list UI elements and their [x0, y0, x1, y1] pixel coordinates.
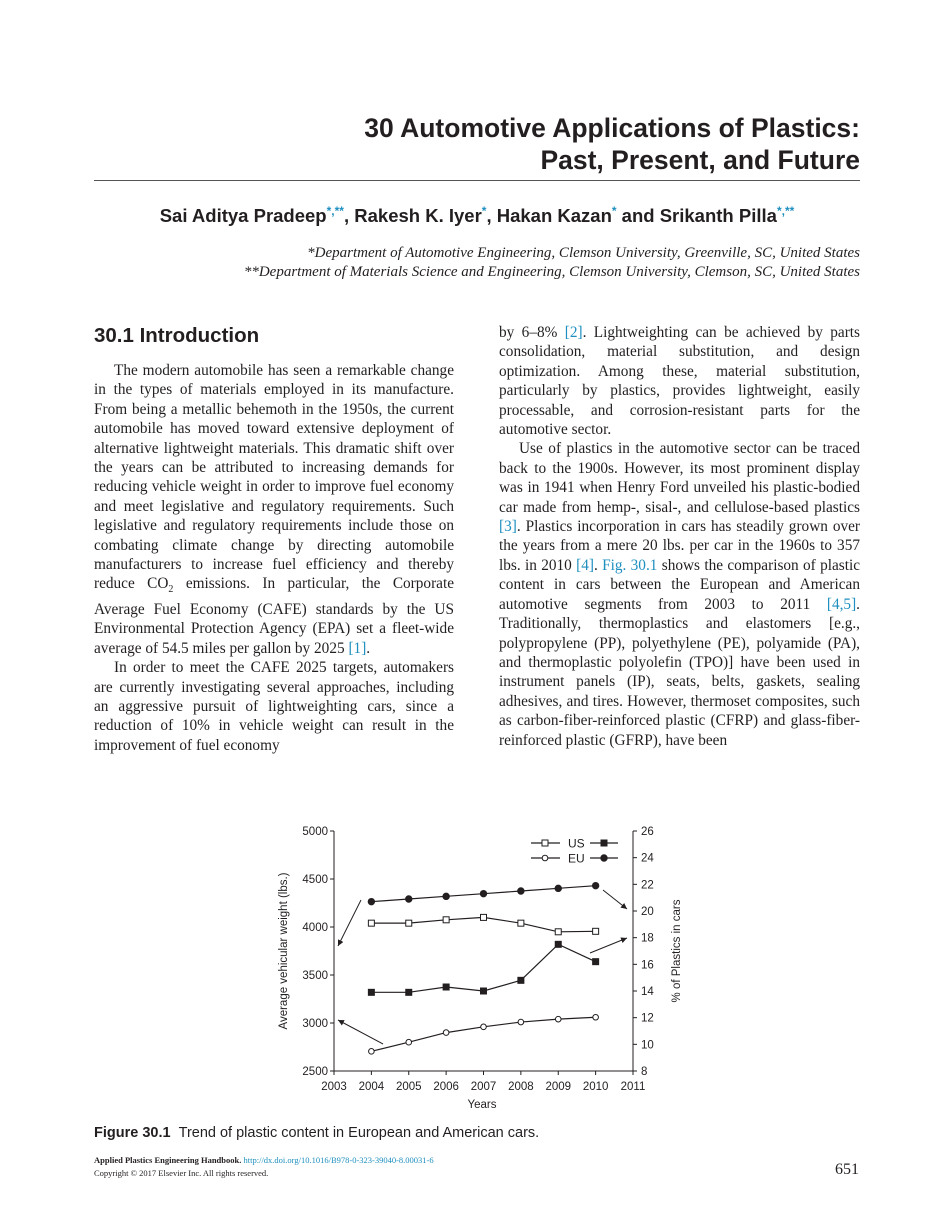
legend-marker: [601, 855, 607, 861]
legend-label: US: [568, 836, 585, 851]
data-point: [368, 898, 374, 904]
data-point: [555, 885, 561, 891]
data-point: [368, 920, 374, 926]
figure-link[interactable]: Fig. 30.1: [602, 556, 658, 574]
citation-link[interactable]: [4,5]: [826, 595, 857, 613]
text-run: Use of plastics in the automotive sector can be traced back to the 1900s. However, its most prominent display was in 1941 when Henry Ford unveiled his plastic-bodied car made from hemp-, sisal-, and cellulose-based plastics: [499, 440, 860, 516]
chapter-title-line-2: Past, Present, and Future: [540, 145, 860, 175]
text-run: The modern automobile has seen a remarkable change in the types of materials employed in its manufacture. From being a metallic behemoth in the 1950s, the current automobile has moved toward extensive deployment of alternative lightweight materials. This dramatic shift over the years can be attributed to increasing demands for reducing vehicle weight in order to improve fuel economy and meet legislative and regulatory requirements. Such legislative and regulatory requirements include those on combating climate change by directing automobile manufacturers to increase fuel efficiency and thereby reduce CO: [94, 362, 454, 593]
x-tick-label: 2003: [321, 1081, 347, 1093]
data-point: [481, 914, 487, 920]
x-tick-label: 2011: [620, 1081, 646, 1093]
author-affiliation-mark: *,**: [326, 203, 344, 218]
citation-link[interactable]: [3]: [499, 518, 517, 536]
figure-caption: [94, 1125, 539, 1141]
data-point: [481, 988, 487, 994]
data-point: [443, 1030, 449, 1036]
y-axis-label: Average vehicular weight (lbs.): [278, 872, 290, 1030]
secondary-y-tick-label: 8: [641, 1066, 648, 1078]
data-point: [555, 941, 561, 947]
y-tick-label: 4500: [302, 874, 328, 886]
secondary-y-tick-label: 14: [641, 986, 654, 998]
data-point: [481, 1024, 487, 1030]
text-run: . Lightweighting can be achieved by parts consolidation, material substitution, and design optimization. Among these, material substitution, particularly by plastics, provides lightweight, easily processable, and corrosion-resistant parts for the automotive sector.: [499, 324, 860, 439]
author-separator: ,: [486, 205, 497, 226]
subscript: 2: [168, 584, 174, 596]
secondary-y-axis-label: % of Plastics in cars: [671, 899, 683, 1003]
x-axis-label: Years: [467, 1099, 497, 1111]
data-point: [593, 1014, 599, 1020]
y-tick-label: 3000: [302, 1018, 328, 1030]
book-title: Applied Plastics Engineering Handbook.: [94, 1155, 242, 1165]
data-point: [443, 893, 449, 899]
secondary-y-tick-label: 12: [641, 1012, 654, 1025]
data-point: [593, 959, 599, 965]
data-point: [593, 928, 599, 934]
x-tick-label: 2007: [470, 1081, 497, 1093]
text-run: . Plastics incorporation in cars has steadily grown over the years from a mere 20 lbs. per car in the 1960s to 357 lbs. in 2010: [499, 518, 860, 574]
text-run: by 6–8%: [499, 324, 565, 341]
data-point: [518, 1019, 524, 1025]
author-name: Sai Aditya Pradeep: [159, 205, 327, 226]
x-tick-label: 2010: [582, 1081, 609, 1093]
x-tick-label: 2009: [545, 1081, 572, 1093]
author-affiliation-mark: *,**: [776, 203, 795, 218]
affiliation-1: *Department of Automotive Engineering, Clemson University, Greenville, SC, United States: [307, 245, 860, 261]
author-affiliation-mark: *: [481, 203, 487, 218]
data-point: [518, 977, 524, 983]
footer-citation: [94, 1155, 434, 1165]
text-run: . Traditionally, thermoplastics and elastomers [e.g., polypropylene (PP), polyethylene (PE), polyamide (PA), and thermoplastic polyolefin (TPO)] have been used in instrument panels (IP), seats, belts, gaskets, sealing adhesives, and tires. However, thermoset composites, such as carbon-fiber-reinforced plastic (CFRP) and glass-fiber-reinforced plastic (GFRP), have been: [499, 595, 860, 749]
chapter-title-line-1: 30 Automotive Applications of Plastics:: [364, 113, 860, 143]
data-point: [555, 1016, 561, 1022]
author-name: Hakan Kazan: [496, 205, 612, 226]
x-tick-label: 2005: [395, 1081, 422, 1093]
author-separator: ,: [343, 205, 355, 226]
data-point: [555, 929, 561, 935]
data-point: [368, 989, 374, 995]
legend-marker: [542, 855, 548, 861]
text-run: .: [366, 639, 371, 657]
data-point: [518, 920, 524, 926]
data-point: [518, 888, 524, 894]
x-tick-label: 2004: [358, 1081, 385, 1093]
data-point: [480, 890, 486, 896]
data-point: [406, 920, 412, 926]
legend-label: EU: [568, 851, 585, 866]
y-tick-label: 2500: [302, 1066, 328, 1078]
author-name: Rakesh K. Iyer: [354, 205, 482, 226]
citation-link[interactable]: [2]: [564, 324, 583, 341]
secondary-y-tick-label: 18: [641, 932, 654, 945]
x-tick-label: 2008: [508, 1081, 534, 1093]
copyright-notice: Copyright © 2017 Elsevier Inc. All rights reserved.: [94, 1168, 269, 1178]
axis-pointer-arrow: [338, 900, 361, 946]
secondary-y-tick-label: 20: [641, 906, 654, 918]
author-separator: and: [616, 205, 660, 226]
axis-pointer-arrow: [590, 938, 627, 953]
author-affiliation-mark: *: [611, 203, 617, 218]
secondary-y-tick-label: 16: [641, 959, 654, 972]
data-point: [369, 1049, 375, 1055]
y-tick-label: 4000: [302, 922, 328, 934]
y-tick-label: 3500: [302, 970, 328, 982]
data-point: [443, 917, 449, 923]
data-point: [406, 1039, 412, 1045]
figure-label: Figure 30.1: [94, 1125, 171, 1141]
citation-link[interactable]: [1]: [348, 639, 367, 657]
legend-marker: [542, 840, 548, 846]
x-tick-label: 2006: [433, 1081, 459, 1093]
y-tick-label: 5000: [302, 826, 328, 838]
axis-pointer-arrow: [603, 890, 627, 909]
axis-pointer-arrow: [338, 1020, 383, 1044]
series-line: [371, 944, 595, 992]
paragraph: In order to meet the CAFE 2025 targets, automakers are currently investigating several approaches, including an aggressive pursuit of lightweighting cars, since a reduction of 10% in vehicle weight can result in the improvement of fuel economy: [94, 659, 454, 754]
secondary-y-tick-label: 10: [641, 1039, 654, 1052]
section-heading: 30.1 Introduction: [94, 324, 260, 347]
series-line: [371, 1017, 595, 1051]
affiliation-2: **Department of Materials Science and Engineering, Clemson University, Clemson, SC, United States: [243, 264, 860, 280]
page-number: 651: [835, 1161, 859, 1178]
secondary-y-tick-label: 26: [641, 826, 654, 838]
author-name: Srikanth Pilla: [659, 205, 777, 226]
legend-marker: [601, 840, 607, 846]
text-run: .: [593, 556, 603, 574]
data-point: [406, 896, 412, 902]
text-run: emissions. In particular, the Corporate Average Fuel Economy (CAFE) standards by the US Environmental Protection Agency (EPA) set a fleet-wide average of 54.5 miles per gallon by 2025: [94, 575, 454, 657]
secondary-y-tick-label: 22: [641, 879, 654, 892]
data-point: [592, 882, 598, 888]
citation-link[interactable]: [4]: [576, 556, 594, 574]
data-point: [406, 989, 412, 995]
secondary-y-tick-label: 24: [641, 852, 654, 865]
doi-link[interactable]: http://dx.doi.org/10.1016/B978-0-323-39040-8.00031-6: [243, 1155, 434, 1165]
data-point: [443, 984, 449, 990]
text-run: shows the comparison of plastic content in cars between the European and American automotive segments from 2003 to 2011: [499, 556, 860, 613]
figure-caption-text: Trend of plastic content in European and American cars.: [178, 1125, 540, 1141]
